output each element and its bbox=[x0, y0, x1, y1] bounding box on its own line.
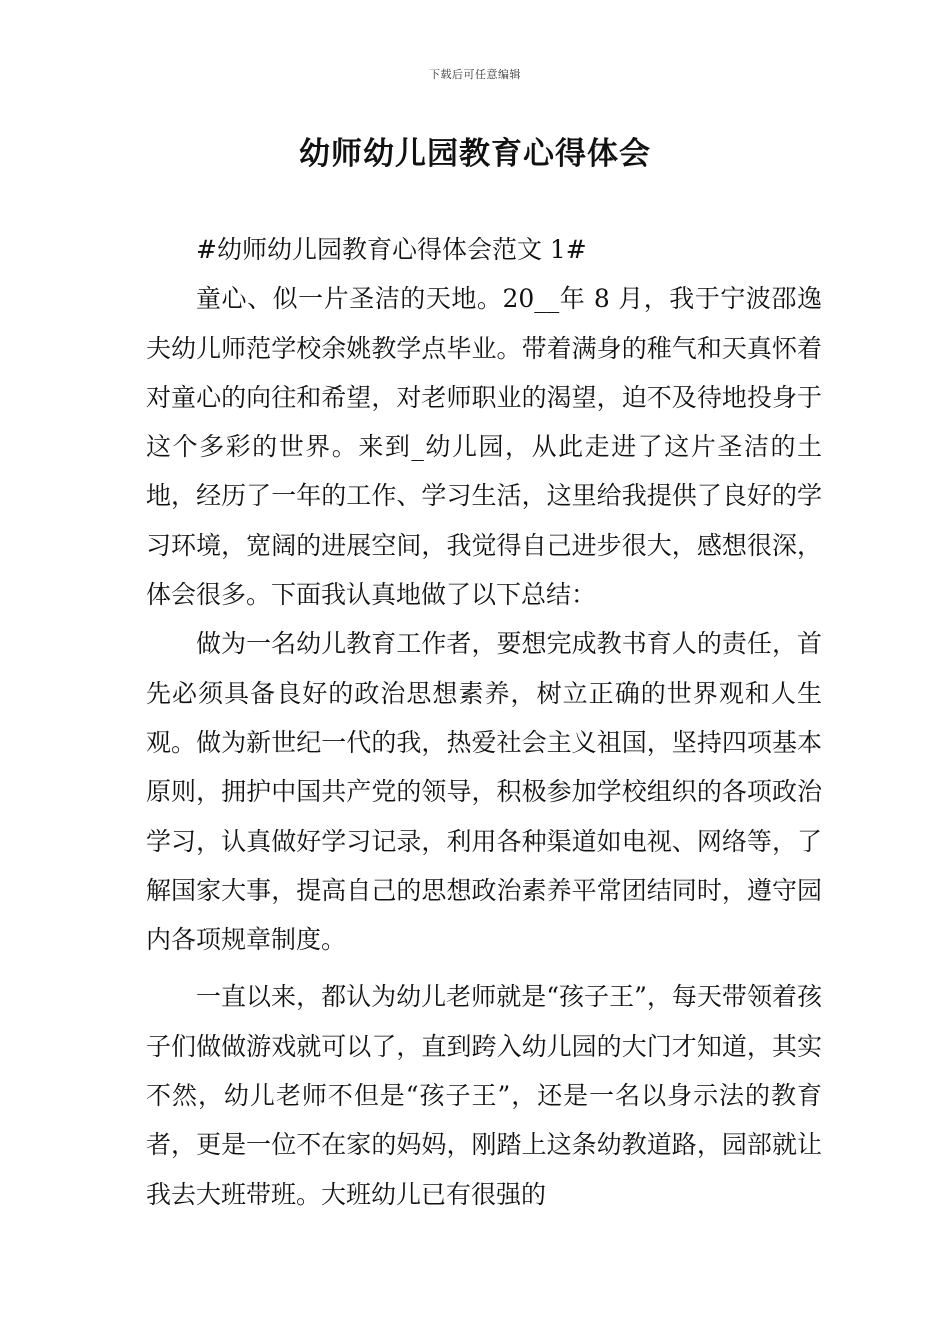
section-heading: #幼师幼儿园教育心得体会范文 1# bbox=[196, 235, 587, 264]
document-body bbox=[146, 225, 822, 1219]
page-title: 幼师幼儿园教育心得体会 bbox=[299, 136, 651, 172]
paragraph: 做为一名幼儿教育工作者，要想完成教书育人的责任，首先必须具备良好的政治思想素养，树立正确的世界观和人生观。做为新世纪一代的我，热爱社会主义祖国，坚持四项基本原则，拥护中国共产党的领导，积极参加学校组织的各项政治学习，认真做好学习记录，利用各种渠道如电视、网络等，了解国家大事，提高自己的思想政治素养平常团结同时，遵守园内各项规章制度。 bbox=[146, 629, 822, 955]
header-note: 下载后可任意编辑 bbox=[429, 68, 521, 81]
paragraph: 童心、似一片圣洁的天地。20__年 8 月，我于宁波邵逸夫幼儿师范学校余姚教学点毕业。带着满身的稚气和天真怀着对童心的向往和希望，对老师职业的渴望，迫不及待地投身于这个多彩的世界。来到_幼儿园，从此走进了这片圣洁的土地，经历了一年的工作、学习生活，这里给我提供了良好的学习环境，宽阔的进展空间，我觉得自己进步很大，感想很深，体会很多。下面我认真地做了以下总结： bbox=[146, 284, 822, 610]
paragraph: 一直以来，都认为幼儿老师就是“孩子王”，每天带领着孩子们做做游戏就可以了，直到跨入幼儿园的大门才知道，其实不然，幼儿老师不但是“孩子王”，还是一名以身示法的教育者，更是一位不在家的妈妈，刚踏上这条幼教道路，园部就让我去大班带班。大班幼儿已有很强的 bbox=[146, 982, 822, 1209]
